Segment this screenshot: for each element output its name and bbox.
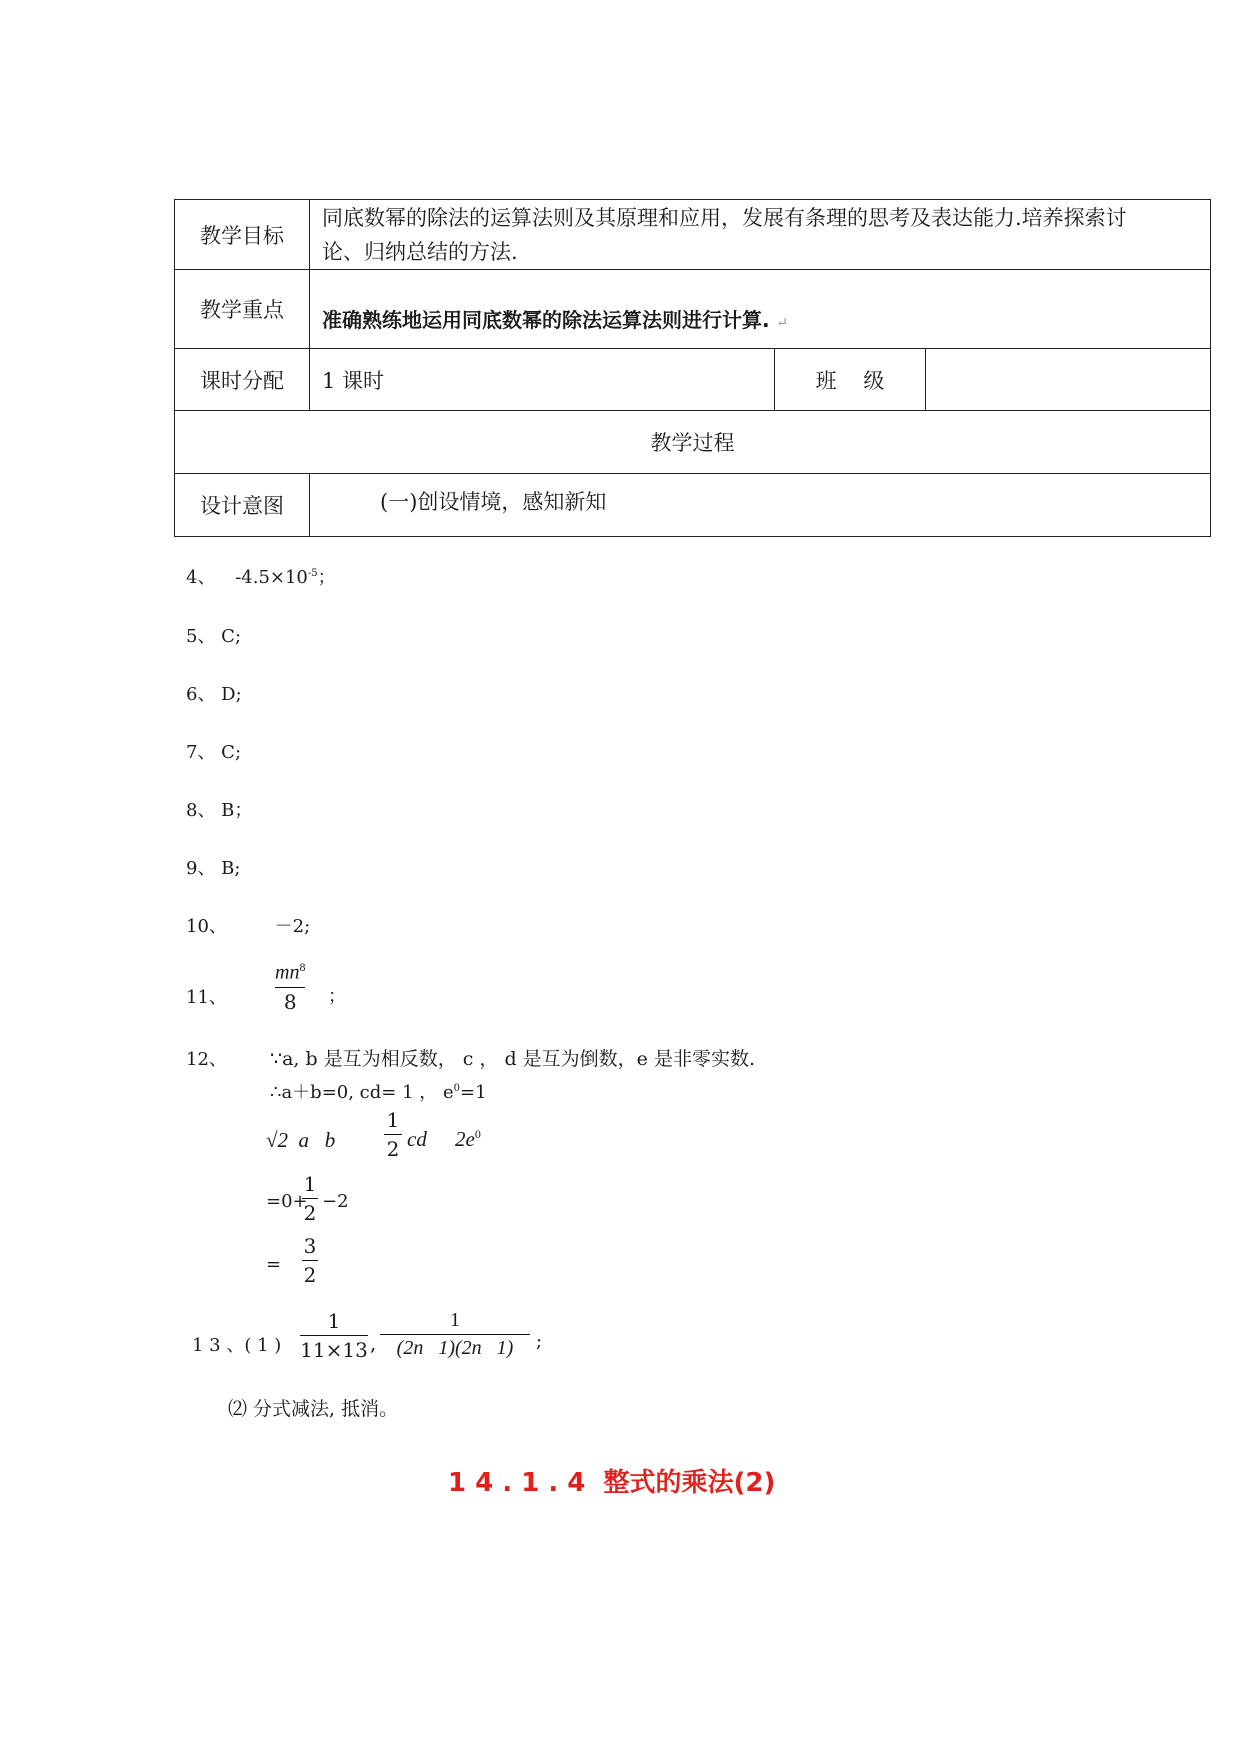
lesson-plan-table <box>174 199 1211 537</box>
period-value: 1 课时 <box>310 349 775 411</box>
class-label: 班 级 <box>775 349 926 411</box>
answer-4-value: -4.5×10 <box>235 567 308 588</box>
section-title: 1 4 . 1 . 4 整式的乘法(2) <box>448 1468 776 1498</box>
process-header: 教学过程 <box>175 411 1211 474</box>
answer-13-comma: , <box>370 1331 377 1355</box>
answer-8: 8、 B； <box>186 800 253 821</box>
goal-line-1: 同底数幂的除法的运算法则及其原理和应用，发展有条理的思考及表达能力.培养探索讨 <box>322 205 1127 230</box>
answer-11-fraction <box>275 960 305 1014</box>
answer-13-end: ; <box>536 1331 543 1352</box>
answer-10-number: 10、 <box>186 916 227 937</box>
goal-label: 教学目标 <box>175 200 310 270</box>
answer-4 <box>186 563 336 589</box>
answer-13-number: 1 3 、( 1 ) <box>192 1335 282 1356</box>
goal-row <box>175 200 1211 270</box>
answer-4-end: ； <box>317 567 336 588</box>
answer-4-number: 4、 <box>186 567 216 588</box>
focus-label: 教学重点 <box>175 270 310 349</box>
design-row <box>175 474 1211 537</box>
answer-12-expression-b: cd <box>407 1127 427 1151</box>
answer-12-step-1-fraction: 1 2 <box>303 1172 317 1225</box>
period-row <box>175 349 1211 411</box>
answer-10-value: －2; <box>274 916 311 937</box>
answer-11-numerator: $mn^8$ <box>275 960 306 984</box>
answer-12-line-2: ∴a＋b=0, cd= 1 ， $e^0=1$ <box>270 1082 487 1103</box>
answer-11-denominator: 8 <box>283 989 297 1014</box>
answer-5: 5、 C; <box>186 626 242 647</box>
design-label: 设计意图 <box>175 474 310 537</box>
paragraph-mark-icon: ↵ <box>776 314 789 331</box>
answer-12-step-1-post: −2 <box>322 1191 349 1212</box>
answer-11-end: ； <box>328 986 346 1007</box>
focus-text: 准确熟练地运用同底数幂的除法运算法则进行计算. <box>322 307 770 332</box>
period-label: 课时分配 <box>175 349 310 411</box>
answer-13-fraction-2: 1 (2n 1)(2n 1) <box>380 1309 530 1360</box>
answer-13-fraction-1: 1 11×13 <box>300 1309 368 1362</box>
answer-12-half-fraction: 1 2 <box>384 1108 402 1161</box>
design-text: (一)创设情境，感知新知 <box>310 474 1211 537</box>
answer-12-number: 12、 <box>186 1049 227 1070</box>
answer-10 <box>186 912 310 938</box>
answer-7: 7、 C; <box>186 742 242 763</box>
answer-4-exponent: -5 <box>307 568 318 579</box>
goal-text <box>310 200 1211 270</box>
class-value <box>926 349 1211 411</box>
fraction-bar <box>275 987 305 988</box>
answer-9: 9、 B; <box>186 858 241 879</box>
answer-13-part-2: ⑵ 分式减法, 抵消。 <box>228 1398 399 1420</box>
focus-row <box>175 270 1211 349</box>
goal-line-2: 论、归纳总结的方法. <box>322 239 518 264</box>
answer-6: 6、 D; <box>186 684 242 705</box>
answer-11-number: 11、 <box>186 987 227 1008</box>
answer-12-line-1: ∵a, b 是互为相反数， c ， d 是互为倒数，e 是非零实数. <box>270 1048 755 1070</box>
answer-12-step-2-fraction: 3 2 <box>303 1234 317 1287</box>
process-row <box>175 411 1211 474</box>
answer-12-step-2-pre: = <box>266 1254 282 1275</box>
answer-12-step-1-pre: =0+ <box>266 1191 308 1212</box>
focus-cell <box>310 270 1211 349</box>
answer-12-expression-c: $2e^0$ <box>455 1127 481 1151</box>
answer-12-expression-a: √2 a b <box>266 1128 336 1152</box>
